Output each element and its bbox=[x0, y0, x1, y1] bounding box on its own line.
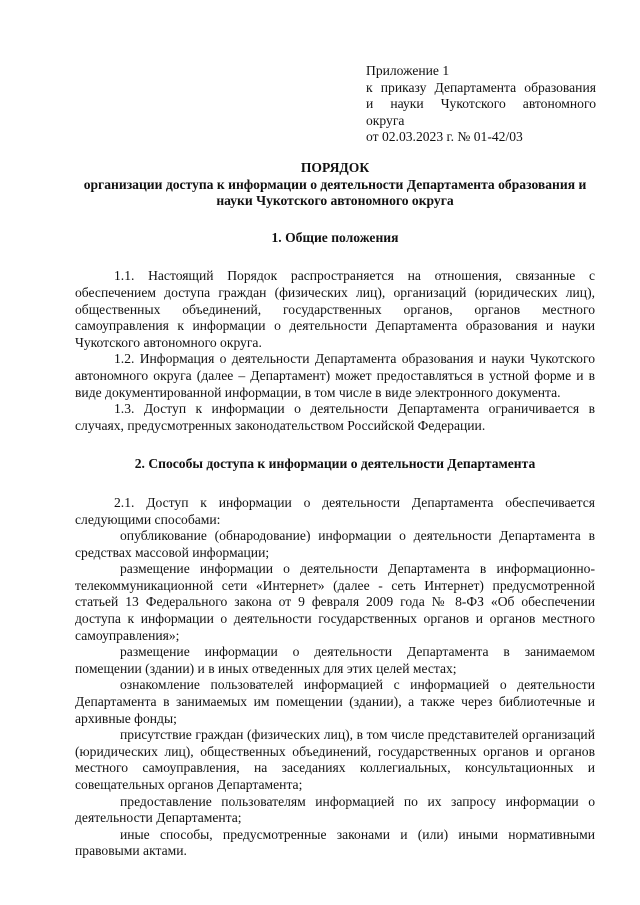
list-item: опубликование (обнародование) информации о деятельности Департамента в средствах массовой информации; bbox=[75, 528, 595, 560]
list-item: ознакомление пользователей информацией с информацией о деятельности Департамента в занимаемых им помещении (здании), а также через библиотечные и архивные фонды; bbox=[75, 677, 595, 726]
document-body bbox=[75, 160, 595, 860]
paragraph-1-2: 1.2. Информация о деятельности Департамента образования и науки Чукотского автономного округа (далее – Департамент) может предоставляться в устной форме и в виде документированной информации, в том числе в виде электронного документа. bbox=[75, 351, 595, 400]
list-item: предоставление пользователям информацией по их запросу информации о деятельности Департамента; bbox=[75, 793, 595, 826]
document-title: ПОРЯДОК bbox=[300, 160, 370, 175]
paragraph-1-1: 1.1. Настоящий Порядок распространяется на отношения, связанные с обеспечением доступа граждан (физических лиц), организаций (юридических лиц), общественных объединений, государственных органов, органов местного самоуправления к информации о деятельности Департамента образования и науки Чукотского автономного округа. bbox=[75, 268, 595, 350]
list-item: размещение информации о деятельности Департамента в занимаемом помещении (здании) и в иных отведенных для этих целей местах; bbox=[75, 644, 595, 676]
section-1-heading: 1. Общие положения bbox=[271, 229, 399, 245]
appendix-line-4: округа bbox=[366, 112, 405, 128]
appendix-line-1: Приложение 1 bbox=[366, 63, 450, 78]
list-item: размещение информации о деятельности Департамента в информационно-телекоммуникационной сети «Интернет» (далее - сеть Интернет) предусмотренной статьей 13 Федерального закона от 9 февраля 2009 года № 8-ФЗ «Об обеспечении доступа к информации о деятельности государственных органов и органов местного самоуправления»; bbox=[75, 561, 595, 643]
paragraph-2-1: 2.1. Доступ к информации о деятельности Департамента обеспечивается следующими способами: bbox=[75, 494, 595, 527]
section-2-heading: 2. Способы доступа к информации о деятельности Департамента bbox=[134, 456, 536, 472]
list-item: иные способы, предусмотренные законами и (или) иными нормативными правовыми актами. bbox=[75, 826, 595, 859]
appendix-line-2: к приказу Департамента образования bbox=[366, 79, 596, 95]
appendix-line-3: и науки Чукотского автономного bbox=[366, 96, 596, 112]
paragraph-1-3: 1.3. Доступ к информации о деятельности Департамента ограничивается в случаях, предусмотренных законодательством Российской Федерации. bbox=[75, 401, 595, 433]
list-item: присутствие граждан (физических лиц), в том числе представителей организаций (юридических лиц), общественных объединений, государственных органов и органов местного самоуправления, на заседаниях коллегиальных, консультационных и совещательных органов Департамента; bbox=[75, 727, 595, 792]
appendix-line-5: от 02.03.2023 г. № 01-42/03 bbox=[366, 129, 523, 145]
document-subtitle: организации доступа к информации о деятельности Департамента образования и науки Чукотского автономного округа bbox=[83, 176, 587, 209]
appendix-block bbox=[366, 63, 596, 146]
